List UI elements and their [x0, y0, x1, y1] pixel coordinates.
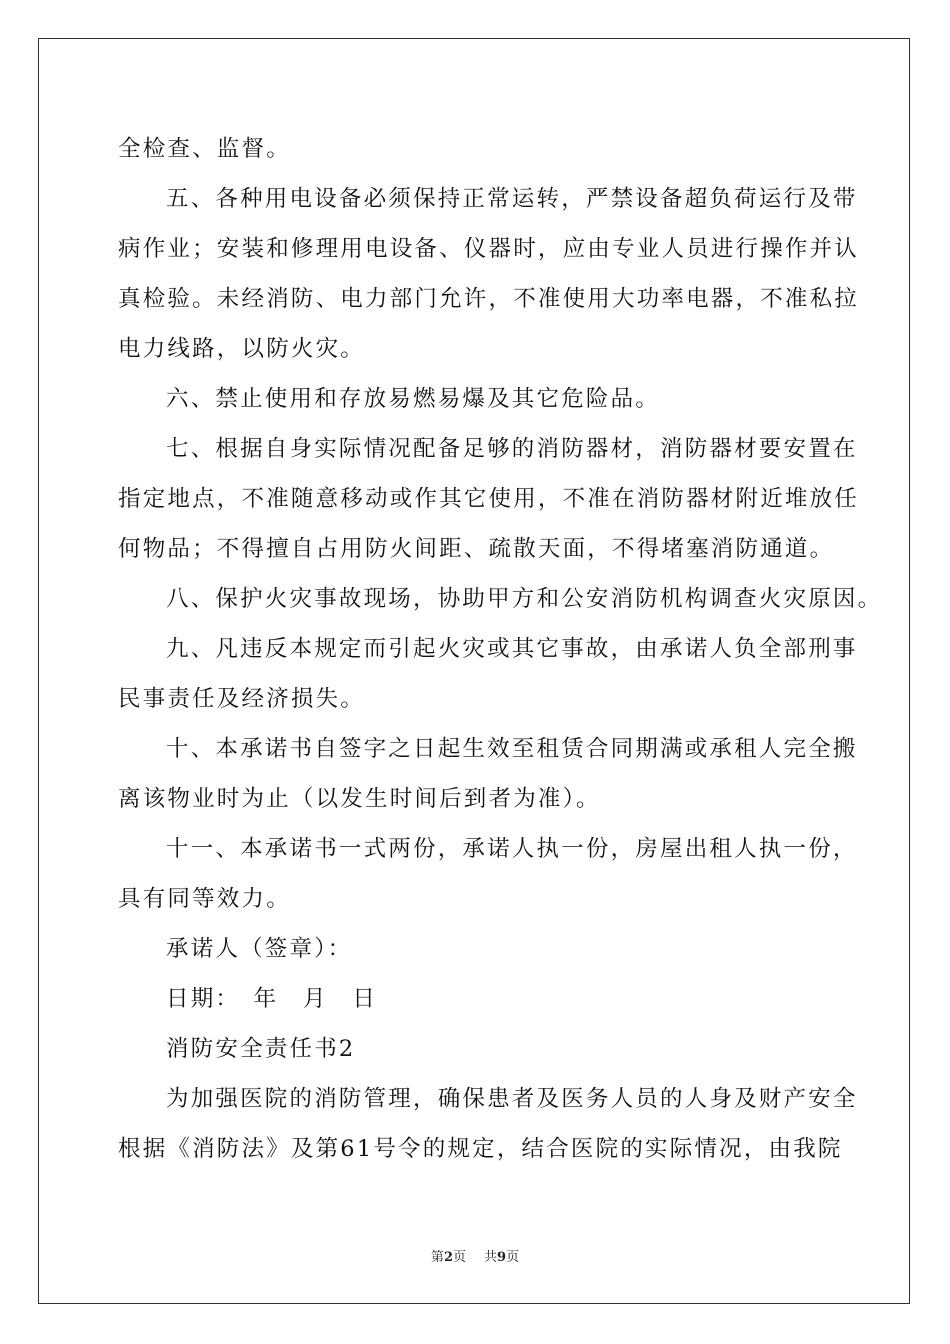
text-line: 消防安全责任书2	[166, 1036, 356, 1062]
text-line: 何物品；不得擅自占用防火间距、疏散天面，不得堵塞消防通道。	[118, 536, 835, 562]
footer-page-prefix: 第	[430, 1250, 444, 1265]
text-line: 具有同等效力。	[118, 886, 291, 912]
document-body	[118, 124, 883, 1174]
text-line: 真检验。未经消防、电力部门允许，不准使用大功率电器，不准私拉	[118, 286, 860, 312]
text-line: 指定地点，不准随意移动或作其它使用，不准在消防器材附近堆放任	[118, 486, 860, 512]
text-line: 六、禁止使用和存放易燃易爆及其它危险品。	[166, 386, 661, 412]
text-line: 电力线路，以防火灾。	[118, 336, 366, 362]
text-line: 为加强医院的消防管理，确保患者及医务人员的人身及财产安全	[166, 1086, 858, 1112]
footer-total-pages: 9	[497, 1250, 507, 1265]
text-line: 承诺人（签章）：	[166, 936, 353, 962]
page-footer	[0, 1246, 950, 1265]
text-line: 全检查、监督。	[118, 136, 291, 162]
footer-total-suffix: 页	[506, 1250, 520, 1265]
text-line: 十、本承诺书自签字之日起生效至租赁合同期满或承租人完全搬	[166, 736, 858, 762]
text-line: 离该物业时为止（以发生时间后到者为准）。	[118, 786, 601, 812]
text-line: 民事责任及经济损失。	[118, 686, 366, 712]
footer-page-suffix: 页	[452, 1250, 466, 1265]
text-line: 七、根据自身实际情况配备足够的消防器材，消防器材要安置在	[166, 436, 858, 462]
text-line: 日期： 年 月 日	[166, 986, 378, 1012]
footer-total-prefix: 共	[484, 1250, 498, 1265]
text-line: 九、凡违反本规定而引起火灾或其它事故，由承诺人负全部刑事	[166, 636, 858, 662]
text-line: 八、保护火灾事故现场，协助甲方和公安消防机构调查火灾原因。	[166, 586, 883, 612]
footer-page-number: 2	[443, 1250, 453, 1265]
text-line: 病作业；安装和修理用电设备、仪器时，应由专业人员进行操作并认	[118, 236, 860, 262]
text-line: 十一、本承诺书一式两份，承诺人执一份，房屋出租人执一份，	[166, 836, 858, 862]
text-line: 五、各种用电设备必须保持正常运转，严禁设备超负荷运行及带	[166, 186, 858, 212]
text-line: 根据《消防法》及第61号令的规定，结合医院的实际情况，由我院	[118, 1136, 843, 1162]
